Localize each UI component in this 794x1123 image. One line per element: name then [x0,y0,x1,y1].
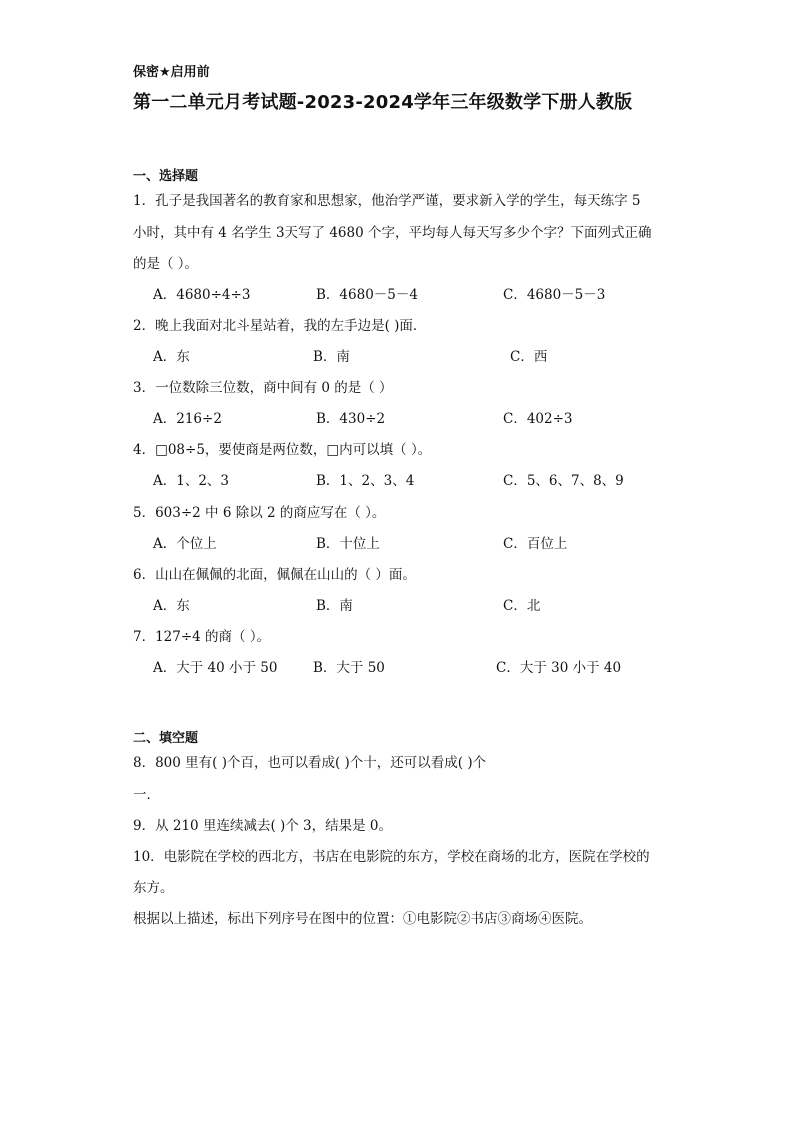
section-heading-fill: 二、填空题 [133,731,199,746]
question-2-text: 2．晚上我面对北斗星站着，我的左手边是( )面． [133,318,427,334]
question-7-option-a: A．大于 40 小于 50 [153,660,278,676]
question-3-option-b: B．430÷2 [316,411,386,427]
question-6-option-c: C．北 [503,598,541,614]
question-2-option-c: C．西 [510,349,548,365]
question-8-line-2: 一． [133,787,160,803]
question-3-text: 3．一位数除三位数，商中间有 0 的是（ ） [133,380,393,396]
question-1-option-c: C．4680－5－3 [503,287,606,303]
question-7-option-b: B．大于 50 [313,660,385,676]
page-title: 第一二单元月考试题-2023-2024学年三年级数学下册人教版 [133,92,633,113]
question-7-text: 7．127÷4 的商（ ）。 [133,629,271,645]
question-2-option-b: B．南 [313,349,350,365]
question-1-line-2: 小时，其中有 4 名学生 3天写了 4680 个字，平均每人每天写多少个字？下面列式正确 [133,225,652,241]
question-4-option-a: A．1、2、3 [153,473,230,489]
question-1-option-a: A．4680÷4÷3 [153,287,251,303]
question-4-text: 4．□08÷5，要使商是两位数，□内可以填（ ）。 [133,442,432,458]
question-5-text: 5．603÷2 中 6 除以 2 的商应写在（ ）。 [133,505,386,521]
confidential-label: 保密★启用前 [133,65,210,80]
question-4-option-c: C．5、6、7、8、9 [503,473,624,489]
question-8-line-1: 8．800 里有( )个百，也可以看成( )个十，还可以看成( )个 [133,755,487,771]
question-10-line-2: 东方。 [133,880,174,896]
question-3-option-a: A．216÷2 [153,411,222,427]
question-5-option-b: B．十位上 [316,536,380,552]
question-5-option-c: C．百位上 [503,536,568,552]
question-4-option-b: B．1、2、3、4 [316,473,415,489]
question-7-option-c: C．大于 30 小于 40 [496,660,622,676]
question-6-option-b: B．南 [316,598,353,614]
question-10-line-1: 10．电影院在学校的西北方，书店在电影院的东方，学校在商场的北方，医院在学校的 [133,849,650,865]
question-1-line-3: 的是（ ）。 [133,256,199,272]
question-5-option-a: A．个位上 [153,536,217,552]
section-heading-choice: 一、选择题 [133,169,199,184]
question-3-option-c: C．402÷3 [503,411,573,427]
question-2-option-a: A．东 [153,349,190,365]
question-10-line-3: 根据以上描述，标出下列序号在图中的位置：①电影院②书店③商场④医院。 [133,911,592,927]
question-6-text: 6．山山在佩佩的北面，佩佩在山山的（ ）面。 [133,567,416,583]
question-1-option-b: B．4680－5－4 [316,287,418,303]
question-6-option-a: A．东 [153,598,190,614]
question-9-text: 9．从 210 里连续减去( )个 3，结果是 0。 [133,818,393,834]
question-1-line-1: 1．孔子是我国著名的教育家和思想家，他治学严谨，要求新入学的学生，每天练字 5 [133,193,641,209]
